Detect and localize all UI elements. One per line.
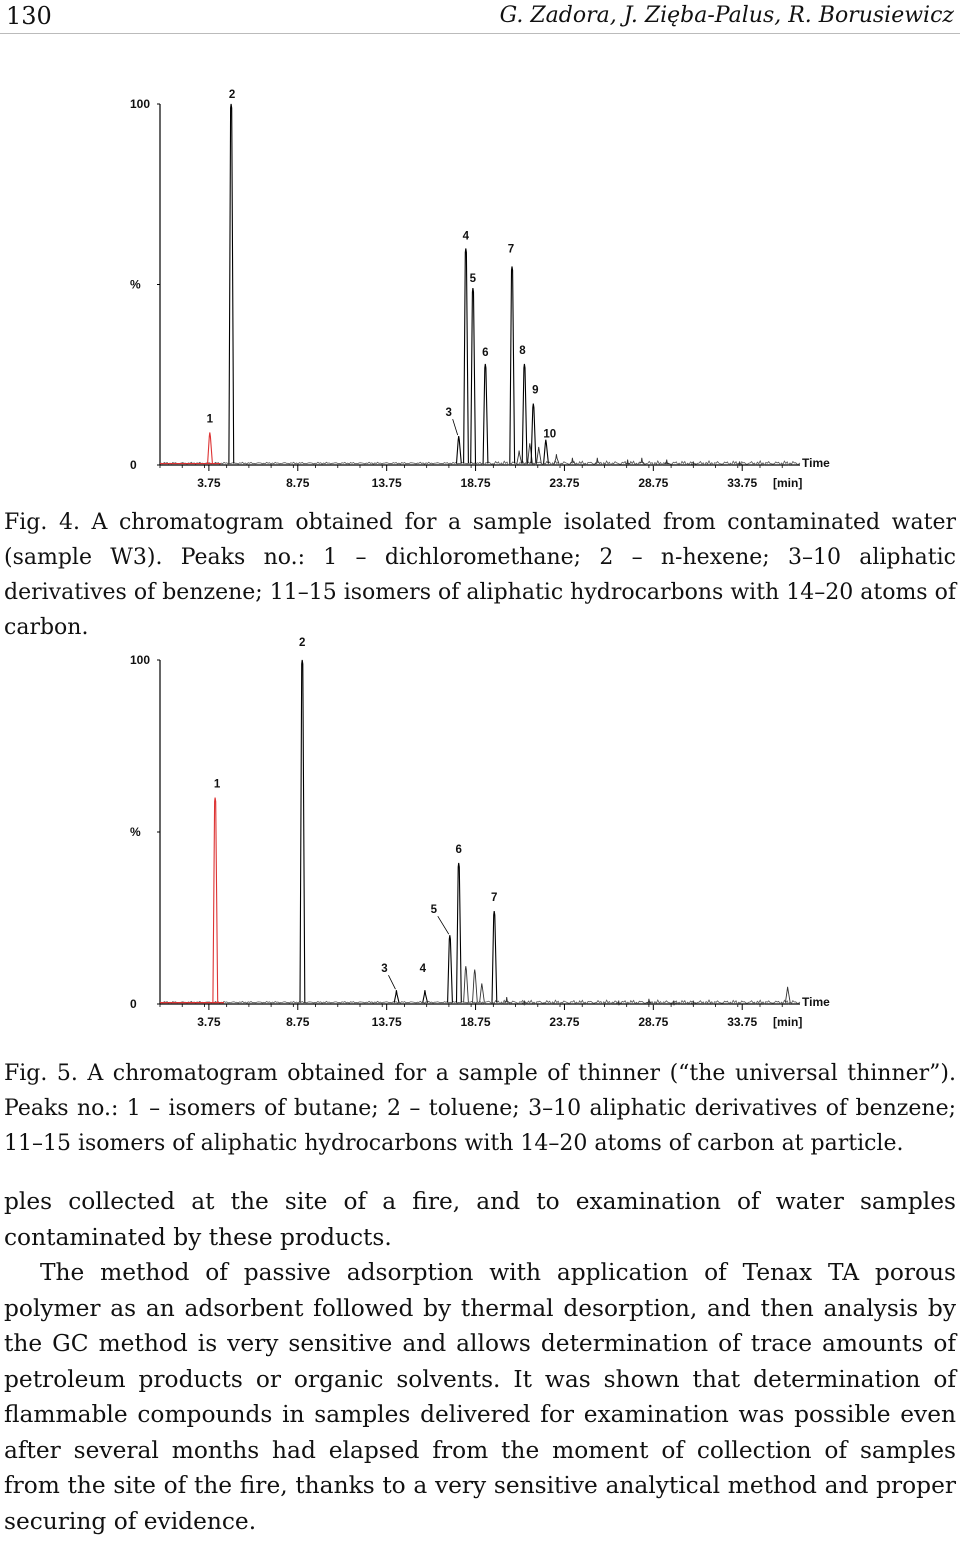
minor-peak [464, 966, 469, 1002]
x-tick-label: 3.75 [197, 1015, 221, 1029]
peak-label: 9 [532, 384, 539, 397]
peak-label: 7 [507, 243, 515, 256]
peak-5 [448, 935, 453, 1002]
peak-10 [544, 440, 549, 464]
peak-7 [492, 911, 497, 1003]
peak-label: 6 [455, 843, 462, 856]
peak-leader-line [388, 975, 395, 989]
body-paragraph: ples collected at the site of a fire, and to examination of water samples contaminated by these products. [4, 1188, 956, 1251]
x-tick-label: 18.75 [460, 476, 491, 490]
x-tick-label: 18.75 [460, 1015, 491, 1029]
x-tick-label: 3.75 [197, 476, 221, 490]
peak-label: 6 [482, 346, 489, 359]
peak-2 [229, 104, 234, 464]
peak-label: 4 [462, 230, 469, 243]
body-text [4, 1184, 956, 1539]
x-tick-label: 8.75 [286, 476, 310, 490]
x-axis-title: Time [802, 456, 830, 470]
peak-1 [213, 798, 218, 1003]
peak-label: 3 [381, 963, 388, 976]
y-tick-label: 100 [130, 653, 151, 667]
peak-6 [483, 364, 488, 464]
peak-label: 1 [213, 778, 221, 791]
chromatogram-fig4 [0, 88, 960, 498]
peak-label: 2 [299, 637, 306, 649]
body-paragraph: The method of passive adsorption with application of Tenax TA porous polymer as an adsorbent followed by thermal desorption, and then analysis by the GC method is very sensitive and allows determination of trace amounts of petroleum products or organic solvents. It was shown that determination of flammable compounds in samples delivered for examination was possible even after several months had elapsed from the moment of collection of samples from the site of the fire, thanks to a very sensitive analytical method and proper securing of evidence. [4, 1259, 956, 1535]
peak-label: 5 [430, 904, 437, 917]
fig5-caption: Fig. 5. A chromatogram obtained for a sample of thinner (“the universal thinner”). Peaks no.: 1 – isomers of butane; 2 – toluene; 3–10 aliphatic derivatives of benzene; 11–15 isomers of aliphatic hydrocarbons with 14–20 atoms of carbon at particle. [4, 1061, 956, 1156]
page-number: 130 [6, 2, 52, 30]
x-tick-label: 33.75 [727, 476, 758, 490]
minor-peak [691, 461, 696, 465]
peak-label: 7 [491, 892, 498, 905]
peak-2 [300, 660, 305, 1003]
peak-1 [208, 433, 213, 464]
x-tick-label: 28.75 [638, 1015, 669, 1029]
peak-9 [531, 404, 536, 464]
peak-label: 5 [469, 273, 477, 286]
peak-leader-line [438, 916, 449, 934]
peak-6 [457, 863, 462, 1003]
running-head: G. Zadora, J. Zięba-Palus, R. Borusiewicz [499, 3, 954, 28]
peak-8 [522, 364, 527, 464]
x-tick-label: 28.75 [638, 476, 669, 490]
x-axis-title: Time [802, 995, 830, 1009]
y-tick-label: 0 [130, 997, 137, 1011]
peak-5 [471, 288, 476, 463]
minor-peak [480, 983, 485, 1002]
x-tick-label: 23.75 [549, 1015, 580, 1029]
fig4-caption: Fig. 4. A chromatogram obtained for a sample isolated from contaminated water (sample W3). Peaks no.: 1 – dichloromethane; 2 – n-hexene; 3–10 aliphatic derivatives of benzene; 11–15 isomers of aliphatic hydrocarbons with 14–20 atoms of carbon. [4, 510, 956, 640]
peak-7 [510, 266, 515, 463]
x-tick-label: 23.75 [549, 476, 580, 490]
minor-peak [785, 987, 790, 1003]
x-tick-label: 13.75 [371, 476, 402, 490]
minor-peak [517, 451, 522, 464]
x-tick-label: 13.75 [371, 1015, 402, 1029]
y-tick-label: 100 [130, 97, 151, 111]
header-rule [0, 33, 960, 34]
peak-label: 4 [419, 963, 427, 976]
peak-3 [394, 990, 399, 1002]
peak-label: 10 [543, 428, 557, 441]
peak-label: 8 [519, 344, 526, 357]
y-tick-label: 0 [130, 458, 137, 472]
x-tick-label: 8.75 [286, 1015, 310, 1029]
x-tick-label: 33.75 [727, 1015, 758, 1029]
peak-3 [457, 436, 462, 463]
x-axis-unit: [min] [773, 476, 803, 490]
minor-peak [473, 970, 478, 1003]
peak-label: 1 [206, 413, 213, 426]
peak-4 [464, 248, 469, 463]
y-tick-label: % [130, 277, 141, 292]
peak-label: 2 [228, 89, 236, 101]
peak-leader-line [453, 419, 458, 435]
peak-4 [423, 990, 428, 1002]
peak-label: 3 [445, 407, 452, 420]
minor-peak [537, 447, 542, 464]
page-header [0, 0, 960, 34]
x-axis-unit: [min] [773, 1015, 803, 1029]
minor-peak [554, 454, 559, 463]
chromatogram-fig5 [0, 632, 960, 1037]
y-tick-label: % [130, 825, 141, 839]
